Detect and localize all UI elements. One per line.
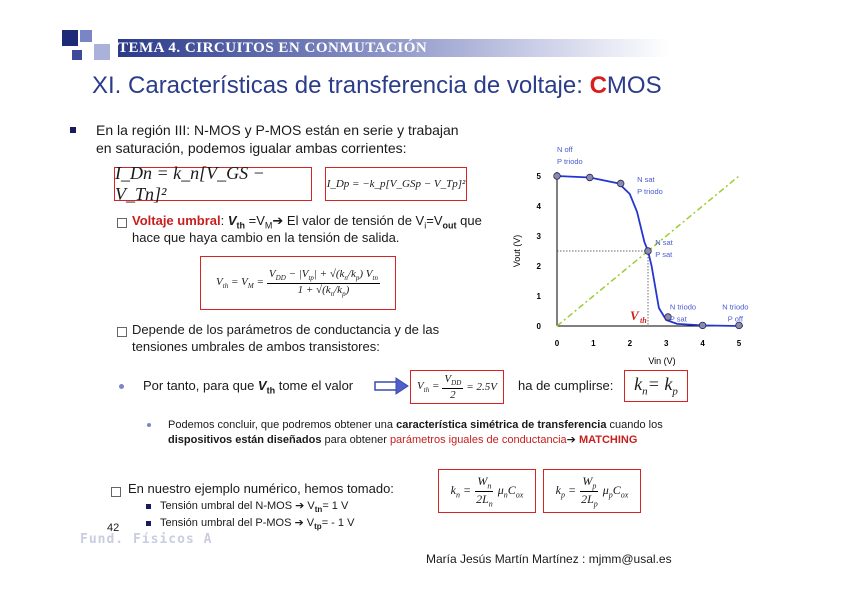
region-label: N triodo: [722, 302, 749, 312]
sub2-line1: Depende de los parámetros de conductancia y de las: [132, 322, 440, 337]
region-label: P sat: [655, 250, 673, 259]
bullet1-line1: En la región III: N-MOS y P-MOS están en serie y trabajan: [96, 122, 459, 138]
header-square-light: [94, 44, 110, 60]
bullet-marker: [70, 127, 76, 133]
region-label: N triodo: [669, 302, 697, 312]
header-square-mid: [80, 30, 92, 42]
subdot-marker: [147, 423, 151, 427]
y-tick-label: 4: [536, 202, 541, 211]
x-tick-label: 1: [591, 339, 596, 348]
sq2-text: Tensión umbral del P-MOS ➔ $V_{tp}= - 1$ V: [160, 517, 355, 532]
curve-marker: [554, 173, 561, 180]
vth-chart-label: V: [630, 308, 639, 323]
sub3-line: En nuestro ejemplo numérico, hemos tomado:: [128, 481, 394, 496]
author-footer: María Jesús Martín Martínez : mjmm@usal.es: [426, 552, 672, 566]
kp-formula-box: $k_p$ = $\frac{W_p}{2L_p}$ $\mu_pC_{ox}$: [543, 469, 641, 513]
curve-marker: [617, 180, 624, 187]
footer-brand: Fund. Físicos A: [80, 532, 213, 547]
eq-idp: I_Dp = −k_p[V_GSp − V_Tp]²: [326, 178, 466, 190]
curve-marker: [699, 322, 706, 329]
page-number: 42: [107, 522, 120, 534]
subdot-line1: Podemos concluir, que podremos obtener una característica simétrica de transferencia cuando los: [168, 419, 663, 431]
x-tick-label: 5: [736, 339, 742, 348]
y-axis-label: Vout (V): [512, 234, 522, 268]
vth-value-box: $V_{th}$ = $\frac{V_{DD}}{2}$ = 2.5V: [410, 370, 504, 404]
dot1-text: Por tanto, para que $V_{th}$ tome el valor: [143, 378, 354, 396]
sq2-marker: [146, 521, 151, 526]
vth-formula-box: $V_{th} = V_M$ = $\frac{V_{DD} - |V_{tp}| + √(k_n/k_p) V_{tn}}{1 + √(k_n/k_p)}$: [200, 256, 396, 310]
sub1-line1: Voltaje umbral: $V_{th}$ $=V_M➔$ El valor de tensión de $V_i=V_{out}$ que: [132, 213, 482, 231]
sq1-marker: [146, 504, 151, 509]
y-tick-label: 2: [536, 262, 541, 271]
dot1-cumplir: ha de cumplirse:: [518, 378, 614, 393]
header-title: TEMA 4. CIRCUITOS EN CONMUTACIÓN: [118, 40, 428, 56]
x-tick-label: 4: [700, 339, 705, 348]
sub2-line2: tensiones umbrales de ambos transistores:: [132, 339, 380, 354]
sub1-line2: hace que haya cambio en la tensión de salida.: [132, 230, 400, 245]
vth-chart-sub: th: [640, 316, 647, 325]
subbullet-marker-3: [111, 487, 121, 497]
header-square-dark: [62, 30, 78, 46]
y-tick-label: 1: [536, 292, 541, 301]
sq1-text: Tensión umbral del N-MOS ➔ $V_{tn}= 1$ V: [160, 500, 349, 515]
y-tick-label: 5: [536, 172, 541, 181]
region-label: P triodo: [637, 187, 663, 196]
subbullet-marker: [117, 218, 127, 228]
kn-kp-box: $k_n= k_p$: [624, 370, 688, 402]
bullet1-line2: en saturación, podemos igualar ambas corrientes:: [96, 140, 407, 156]
region-label: N off: [557, 145, 573, 154]
curve-marker: [645, 248, 652, 255]
region-label: P sat: [669, 314, 687, 324]
eq-idn-box: [114, 163, 312, 204]
x-tick-label: 2: [627, 339, 633, 348]
region-label: N sat: [655, 238, 673, 247]
kn-formula-box: $k_n$ = $\frac{W_n}{2L_n}$ $\mu_nC_{ox}$: [438, 469, 536, 513]
x-tick-label: 0: [554, 339, 560, 348]
eq-idp-box: [325, 167, 467, 201]
x-axis-label: Vin (V): [648, 356, 676, 366]
curve-marker: [586, 174, 593, 181]
y-tick-label: 3: [536, 232, 541, 241]
header-square-small: [72, 50, 82, 60]
slide-title: XI. Características de transferencia de voltaje: CMOS: [92, 72, 662, 99]
region-label: P off: [727, 314, 743, 324]
arrow-right-icon: [374, 376, 410, 396]
subbullet-marker-2: [117, 327, 127, 337]
y-tick-label: 0: [536, 322, 541, 331]
dot-marker: [119, 384, 124, 389]
region-label: P triodo: [557, 157, 583, 166]
region-label: N sat: [637, 175, 655, 184]
eq-idn: I_Dn = k_n[V_GS − V_Tn]²: [115, 163, 265, 204]
subdot-line2: dispositivos están diseñados para obtener parámetros iguales de conductancia➔ MATCHING: [168, 434, 638, 446]
transfer-chart: [500, 140, 780, 375]
x-tick-label: 3: [663, 339, 669, 348]
